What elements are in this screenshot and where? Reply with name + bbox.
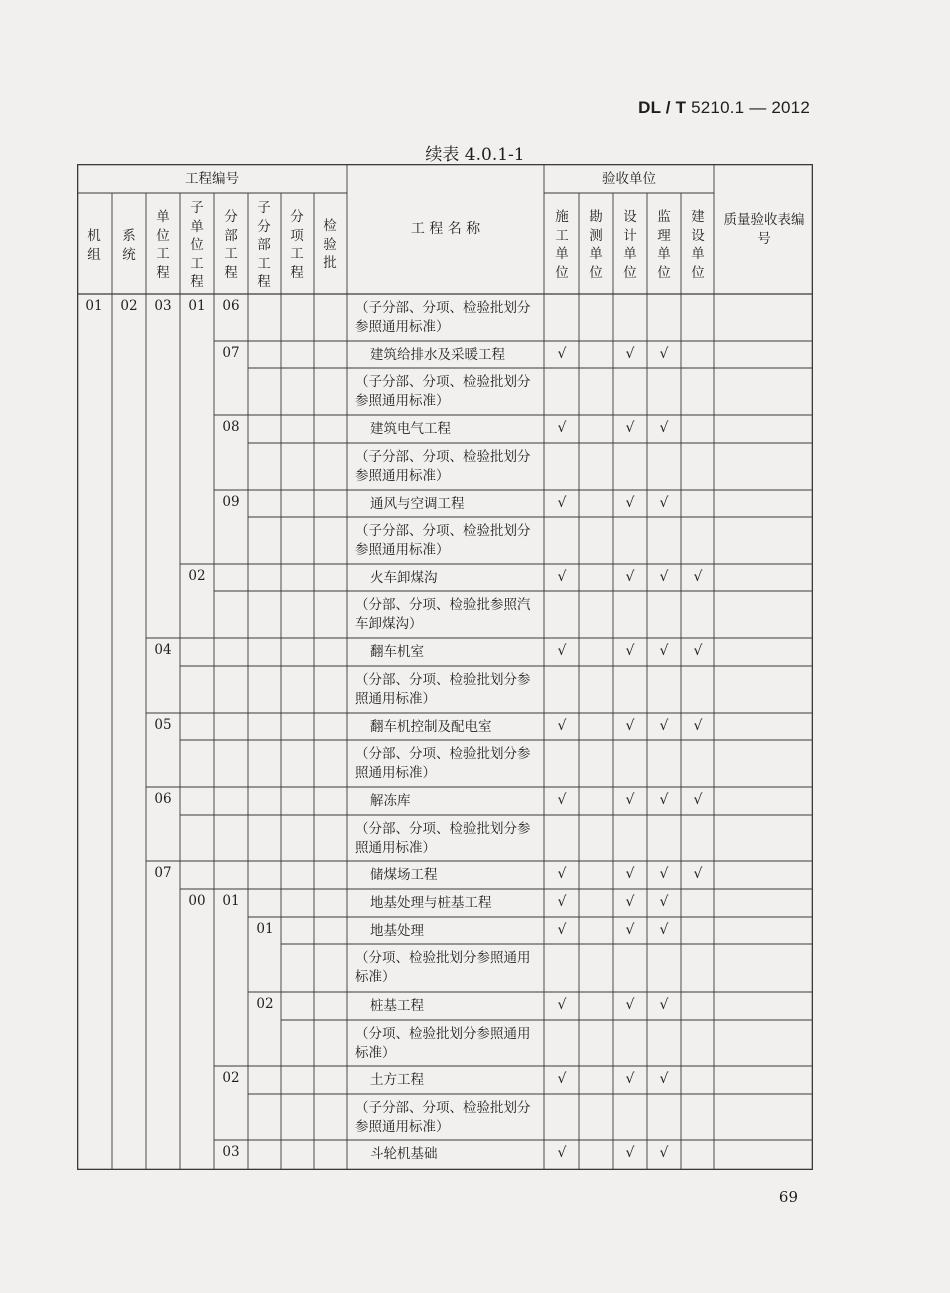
standard-number: DL / T 5210.1 — 2012 — [638, 98, 810, 117]
check-mark: √ — [693, 866, 703, 882]
check-mark: √ — [557, 420, 567, 436]
code-sub-division: 01 — [256, 921, 274, 937]
check-mark: √ — [557, 643, 567, 659]
col-header-construction: 施工单位 — [555, 209, 569, 281]
project-name: 火车卸煤沟 — [370, 570, 438, 586]
project-name: （子分部、分项、检验批划分参照通用标准） — [355, 300, 531, 335]
check-mark: √ — [625, 922, 635, 938]
check-mark: √ — [557, 1145, 567, 1161]
check-mark: √ — [625, 495, 635, 511]
check-mark: √ — [625, 569, 635, 585]
project-name: （子分部、分项、检验批划分参照通用标准） — [355, 449, 531, 484]
check-mark: √ — [693, 792, 703, 808]
col-header-unit: 机组 — [87, 228, 101, 263]
group-header-project-code: 工程编号 — [185, 171, 239, 187]
check-mark: √ — [659, 894, 669, 910]
project-name: 通风与空调工程 — [370, 496, 465, 512]
check-mark: √ — [557, 866, 567, 882]
check-mark: √ — [693, 643, 703, 659]
check-mark: √ — [659, 346, 669, 362]
project-name: 建筑给排水及采暖工程 — [370, 347, 505, 363]
code-unit-project: 07 — [154, 865, 172, 881]
project-name: 储煤场工程 — [370, 867, 438, 883]
check-mark: √ — [659, 866, 669, 882]
project-name: 土方工程 — [370, 1072, 424, 1088]
col-header-unit-project: 单位工程 — [156, 209, 170, 281]
project-name: 翻车机室 — [370, 644, 424, 660]
col-header-division: 分部工程 — [224, 209, 238, 281]
check-mark: √ — [625, 643, 635, 659]
check-mark: √ — [659, 792, 669, 808]
check-mark: √ — [557, 997, 567, 1013]
col-header-inspection-lot: 检验批 — [323, 218, 337, 271]
code-unit-project: 06 — [154, 791, 172, 807]
project-name: 翻车机控制及配电室 — [370, 719, 492, 735]
check-mark: √ — [557, 495, 567, 511]
col-header-survey: 勘测单位 — [589, 209, 603, 281]
check-mark: √ — [557, 1071, 567, 1087]
col-header-sub-unit-project: 子单位工程 — [190, 200, 204, 290]
code-unit-project: 05 — [154, 717, 172, 733]
code-sub-unit: 00 — [188, 893, 206, 909]
project-name: （分项、检验批划分参照通用标准） — [355, 950, 531, 985]
check-mark: √ — [625, 346, 635, 362]
code-division: 07 — [222, 345, 240, 361]
col-header-form-number: 质量验收表编号 — [723, 212, 805, 247]
check-mark: √ — [625, 792, 635, 808]
code-sub-unit: 01 — [188, 298, 206, 314]
project-name: 桩基工程 — [370, 998, 424, 1014]
check-mark: √ — [625, 1145, 635, 1161]
check-mark: √ — [557, 569, 567, 585]
code-sub-unit: 02 — [188, 568, 206, 584]
page-number: 69 — [778, 1188, 798, 1206]
table-caption: 续表 4.0.1-1 — [425, 145, 525, 165]
group-header-acceptance-units: 验收单位 — [602, 171, 656, 187]
col-header-owner: 建设单位 — [691, 209, 705, 281]
code-system: 02 — [120, 298, 138, 314]
code-division: 03 — [222, 1144, 240, 1160]
project-name: （分部、分项、检验批划分参照通用标准） — [355, 672, 531, 707]
project-name: （子分部、分项、检验批划分参照通用标准） — [355, 523, 531, 558]
project-name: 斗轮机基础 — [370, 1146, 438, 1162]
check-mark: √ — [659, 718, 669, 734]
code-division: 01 — [222, 893, 240, 909]
project-name: 建筑电气工程 — [370, 421, 451, 437]
col-header-item: 分项工程 — [290, 209, 304, 281]
check-mark: √ — [659, 1145, 669, 1161]
check-mark: √ — [625, 1071, 635, 1087]
check-mark: √ — [557, 792, 567, 808]
code-unit-project: 03 — [154, 298, 172, 314]
code-sub-division: 02 — [256, 996, 274, 1012]
code-division: 02 — [222, 1070, 240, 1086]
col-header-supervision: 监理单位 — [657, 209, 671, 281]
check-mark: √ — [557, 346, 567, 362]
check-mark: √ — [659, 569, 669, 585]
check-mark: √ — [625, 997, 635, 1013]
check-mark: √ — [659, 643, 669, 659]
check-mark: √ — [659, 922, 669, 938]
check-mark: √ — [625, 420, 635, 436]
col-header-system: 系统 — [122, 228, 136, 263]
check-mark: √ — [693, 718, 703, 734]
check-mark: √ — [659, 420, 669, 436]
project-name: （分部、分项、检验批划分参照通用标准） — [355, 746, 531, 781]
check-mark: √ — [625, 718, 635, 734]
project-name: 解冻库 — [370, 793, 411, 809]
code-division: 06 — [222, 298, 240, 314]
project-name: （子分部、分项、检验批划分参照通用标准） — [355, 374, 531, 409]
check-mark: √ — [659, 495, 669, 511]
project-name: （分项、检验批划分参照通用标准） — [355, 1026, 531, 1061]
project-name: 地基处理与桩基工程 — [370, 895, 492, 911]
col-header-design: 设计单位 — [623, 209, 637, 281]
check-mark: √ — [557, 894, 567, 910]
check-mark: √ — [625, 894, 635, 910]
check-mark: √ — [557, 922, 567, 938]
col-header-project-name: 工 程 名 称 — [410, 221, 481, 237]
check-mark: √ — [693, 569, 703, 585]
code-unit: 01 — [85, 298, 103, 314]
project-name: （子分部、分项、检验批划分参照通用标准） — [355, 1100, 531, 1135]
project-name: 地基处理 — [370, 923, 424, 939]
project-name: （分部、分项、检验批参照汽车卸煤沟） — [355, 597, 531, 632]
check-mark: √ — [659, 997, 669, 1013]
project-name: （分部、分项、检验批划分参照通用标准） — [355, 821, 531, 856]
code-division: 08 — [222, 419, 240, 435]
check-mark: √ — [557, 718, 567, 734]
acceptance-table — [77, 164, 813, 1170]
check-mark: √ — [625, 866, 635, 882]
col-header-sub-division: 子分部工程 — [257, 200, 271, 290]
check-mark: √ — [659, 1071, 669, 1087]
code-unit-project: 04 — [154, 642, 172, 658]
code-division: 09 — [222, 494, 240, 510]
